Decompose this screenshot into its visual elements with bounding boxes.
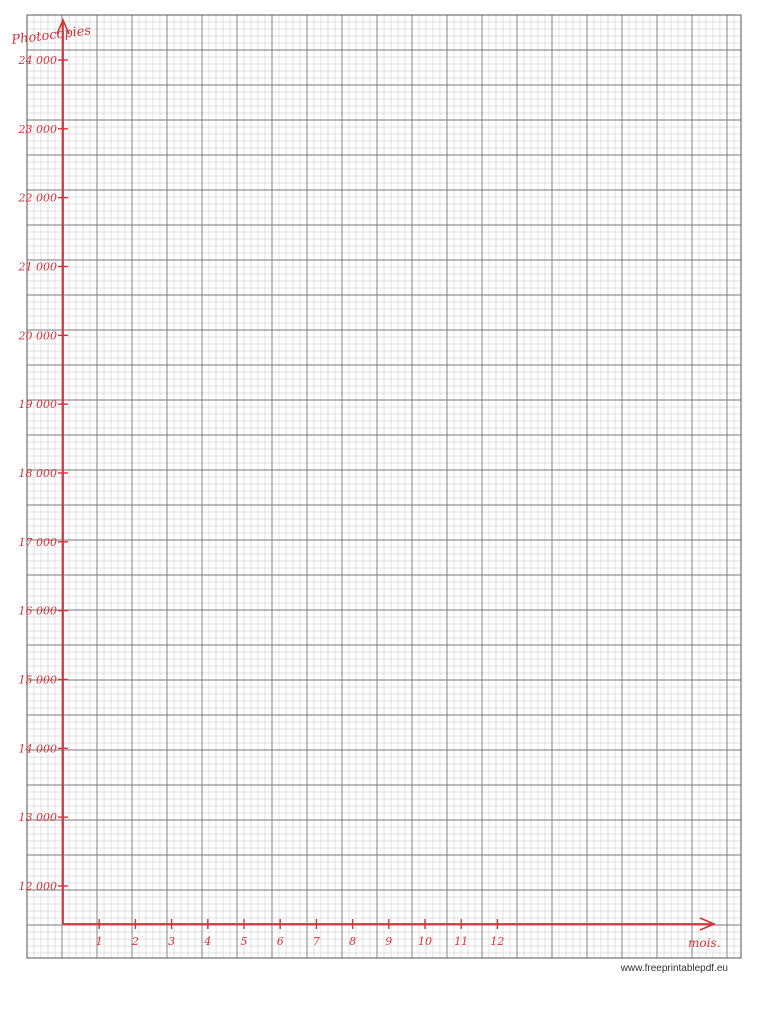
y-tick-label: 21 000	[18, 260, 57, 274]
y-tick-label: 18 000	[18, 467, 57, 480]
x-tick-label: 12	[490, 935, 505, 948]
y-tick-label: 22 000	[18, 191, 57, 205]
y-tick-label: 19 000	[18, 398, 57, 412]
x-tick-label: 1	[95, 935, 103, 948]
x-tick-label: 4	[204, 935, 212, 948]
y-axis-label: Photocopies	[10, 23, 92, 48]
y-tick-label: 17 000	[18, 535, 57, 549]
footer-credit: www.freeprintablepdf.eu	[620, 963, 728, 974]
y-axis-ticks	[18, 54, 69, 893]
y-tick-label: 12 000	[18, 880, 57, 893]
x-tick-label: 11	[454, 935, 469, 948]
y-tick-label: 20 000	[18, 329, 57, 343]
x-tick-label: 5	[240, 935, 248, 948]
x-tick-label: 6	[276, 935, 284, 948]
minor-grid-lines	[27, 15, 741, 958]
x-axis-label: mois.	[688, 936, 721, 950]
x-tick-label: 7	[312, 935, 320, 948]
x-tick-label: 2	[131, 935, 139, 948]
axes	[57, 20, 714, 930]
y-tick-label: 23 000	[18, 122, 57, 136]
y-tick-label: 15 000	[18, 673, 57, 687]
x-tick-label: 9	[385, 935, 393, 948]
x-tick-label: 10	[418, 935, 432, 948]
x-tick-label: 3	[168, 935, 176, 948]
y-tick-label: 16 000	[18, 604, 57, 618]
y-tick-label: 13 000	[18, 811, 57, 825]
y-tick-label: 24 000	[18, 54, 57, 67]
x-tick-label: 8	[349, 935, 357, 948]
graph-paper-grid	[27, 15, 741, 958]
y-tick-label: 14 000	[18, 742, 57, 756]
